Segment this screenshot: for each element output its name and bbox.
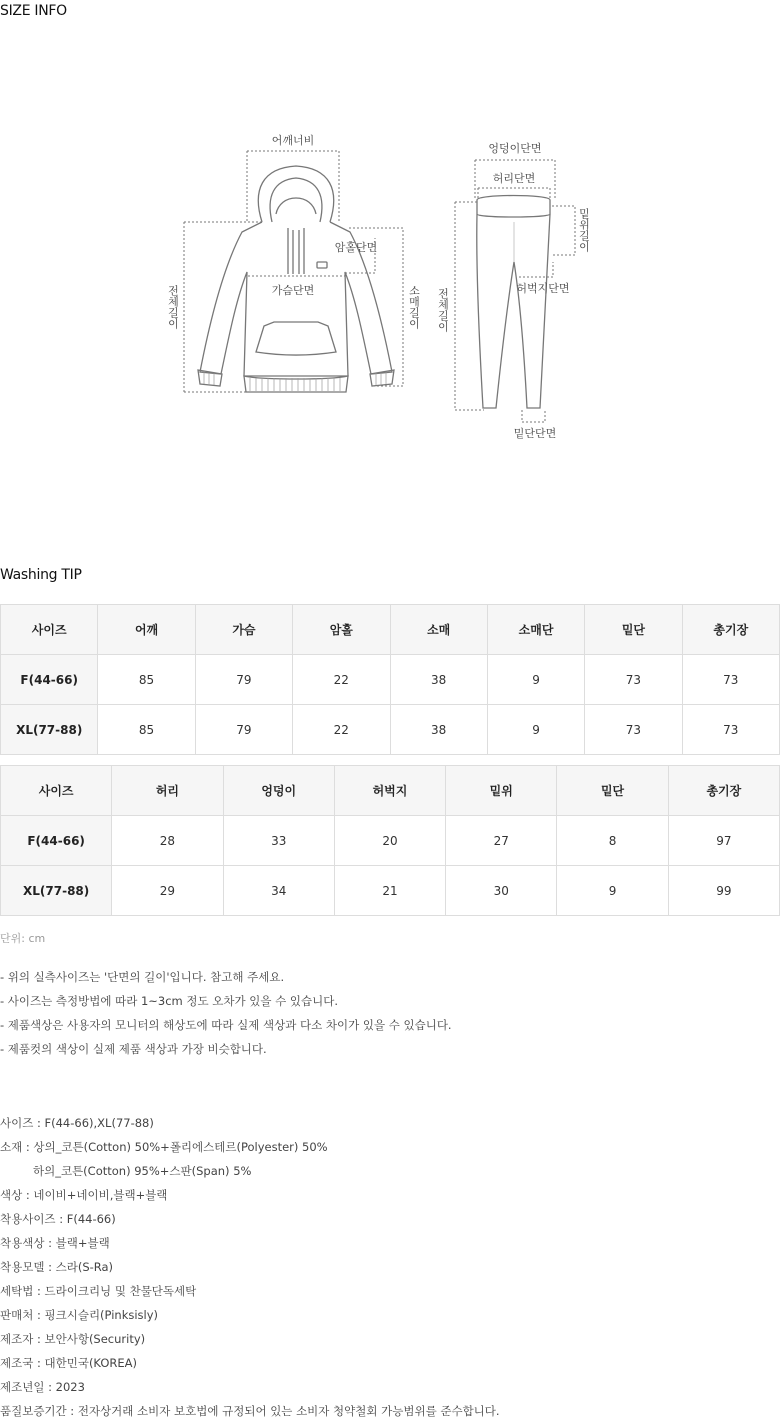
table-cell: 79 <box>195 705 292 755</box>
table-cell: 99 <box>668 866 779 916</box>
table-cell: F(44-66) <box>1 816 112 866</box>
table-header-row <box>1 605 780 655</box>
table-cell: 38 <box>390 705 487 755</box>
table-header: 어깨 <box>98 605 195 655</box>
top-size-table <box>0 604 780 755</box>
table-cell: 29 <box>112 866 223 916</box>
size-notes <box>0 968 452 1064</box>
label-hip: 엉덩이단면 <box>488 142 542 155</box>
size-info-title: SIZE INFO <box>0 3 67 19</box>
table-cell: 20 <box>334 816 445 866</box>
list-item: - 제품색상은 사용자의 모니터의 해상도에 따라 실제 색상과 다소 차이가 있을 수 있습니다. <box>0 1018 452 1032</box>
table-header: 가슴 <box>195 605 292 655</box>
list-item: 품질보증기간 : 전자상거래 소비자 보호법에 규정되어 있는 소비자 청약철회 가능범위를 준수합니다. <box>0 1404 500 1418</box>
table-header: 밑위 <box>446 766 557 816</box>
table-row <box>1 866 780 916</box>
table-header: 엉덩이 <box>223 766 334 816</box>
table-cell: 21 <box>334 866 445 916</box>
list-item: 소재 : 상의_코튼(Cotton) 50%+폴리에스테르(Polyester) 50% <box>0 1140 328 1154</box>
table-row <box>1 816 780 866</box>
table-cell: XL(77-88) <box>1 866 112 916</box>
label-rise: 밑위길이 <box>577 208 591 252</box>
table-cell: 34 <box>223 866 334 916</box>
list-item: 제조국 : 대한민국(KOREA) <box>0 1356 138 1370</box>
table-cell: 22 <box>293 655 390 705</box>
label-bottom-total-length: 전체길이 <box>436 288 450 332</box>
table-header-row <box>1 766 780 816</box>
list-item: 착용모델 : 스라(S-Ra) <box>0 1260 114 1274</box>
table-header: 총기장 <box>682 605 779 655</box>
table-header: 사이즈 <box>1 766 112 816</box>
label-sleeve-length: 소매길이 <box>407 285 421 329</box>
table-header: 소매 <box>390 605 487 655</box>
table-header: 허벅지 <box>334 766 445 816</box>
list-item: 제조년일 : 2023 <box>0 1380 85 1394</box>
table-row <box>1 655 780 705</box>
label-hem: 밑단단면 <box>513 427 557 440</box>
label-armhole: 암홀단면 <box>334 241 378 254</box>
list-item: - 사이즈는 측정방법에 따라 1~3cm 정도 오차가 있을 수 있습니다. <box>0 994 339 1008</box>
washing-tip-title: Washing TIP <box>0 567 82 583</box>
table-cell: 85 <box>98 655 195 705</box>
table-cell: F(44-66) <box>1 655 98 705</box>
table-header: 허리 <box>112 766 223 816</box>
table-cell: 27 <box>446 816 557 866</box>
label-thigh: 허벅지단면 <box>516 282 570 295</box>
list-item: 색상 : 네이비+네이비,블랙+블랙 <box>0 1188 168 1202</box>
table-cell: 79 <box>195 655 292 705</box>
table-cell: 73 <box>585 655 682 705</box>
pants-illustration <box>477 196 550 409</box>
label-waist: 허리단면 <box>492 172 536 185</box>
table-header: 사이즈 <box>1 605 98 655</box>
table-cell: 73 <box>682 705 779 755</box>
label-top-total-length: 전체길이 <box>166 285 180 329</box>
unit-label: 단위: cm <box>0 932 46 945</box>
bottom-size-table <box>0 765 780 916</box>
table-header: 소매단 <box>487 605 584 655</box>
size-diagram <box>0 120 780 450</box>
table-row <box>1 705 780 755</box>
table-cell: 97 <box>668 816 779 866</box>
table-cell: 9 <box>487 705 584 755</box>
table-cell: XL(77-88) <box>1 705 98 755</box>
table-header: 밑단 <box>585 605 682 655</box>
table-cell: 8 <box>557 816 668 866</box>
list-item: 제조자 : 보안사항(Security) <box>0 1332 146 1346</box>
product-specs <box>0 1114 500 1426</box>
table-cell: 38 <box>390 655 487 705</box>
table-cell: 33 <box>223 816 334 866</box>
list-item: 착용색상 : 블랙+블랙 <box>0 1236 110 1250</box>
label-chest: 가슴단면 <box>271 284 315 297</box>
table-header: 총기장 <box>668 766 779 816</box>
label-shoulder: 어깨너비 <box>271 134 315 147</box>
hoodie-illustration <box>198 166 394 392</box>
list-item: - 제품컷의 색상이 실제 제품 색상과 가장 비슷합니다. <box>0 1042 267 1056</box>
table-cell: 85 <box>98 705 195 755</box>
table-cell: 28 <box>112 816 223 866</box>
table-cell: 73 <box>682 655 779 705</box>
list-item: 판매처 : 핑크시슬리(Pinksisly) <box>0 1308 159 1322</box>
list-item: 사이즈 : F(44-66),XL(77-88) <box>0 1116 154 1130</box>
table-cell: 22 <box>293 705 390 755</box>
table-header: 암홀 <box>293 605 390 655</box>
list-item: - 위의 실측사이즈는 '단면의 길이'입니다. 참고해 주세요. <box>0 970 285 984</box>
table-header: 밑단 <box>557 766 668 816</box>
table-cell: 30 <box>446 866 557 916</box>
table-cell: 9 <box>557 866 668 916</box>
list-item: 세탁법 : 드라이크리닝 및 찬물단독세탁 <box>0 1284 197 1298</box>
list-item: 착용사이즈 : F(44-66) <box>0 1212 116 1226</box>
list-item: 하의_코튼(Cotton) 95%+스판(Span) 5% <box>33 1164 252 1178</box>
table-cell: 73 <box>585 705 682 755</box>
table-cell: 9 <box>487 655 584 705</box>
